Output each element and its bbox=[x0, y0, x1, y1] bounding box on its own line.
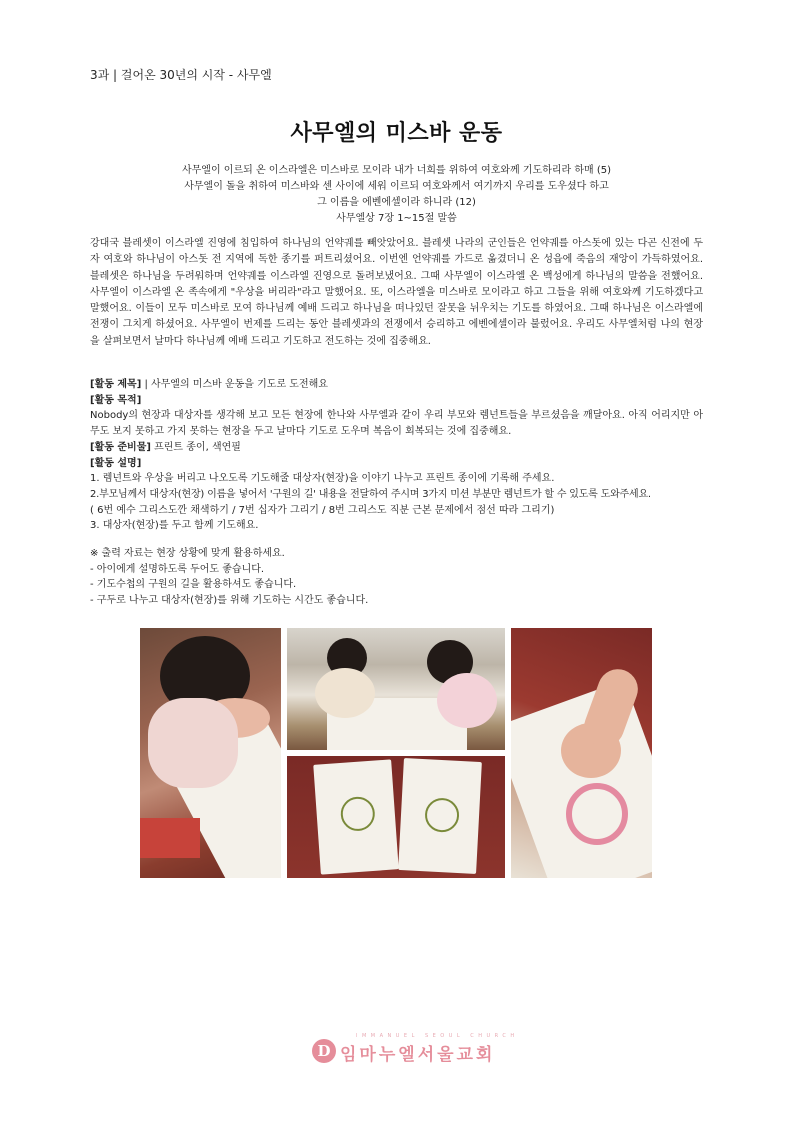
activity-step: 3. 대상자(현장)를 두고 함께 기도해요. bbox=[90, 520, 259, 532]
verse-line: 사무엘이 이르되 온 이스라엘은 미스바로 모이라 내가 너희를 위하여 여호와께 기도하리라 하매 (5) bbox=[181, 165, 612, 176]
worksheet-circle-image bbox=[424, 797, 460, 833]
note-line: - 구두로 나누고 대상자(현장)를 위해 기도하는 시간도 좋습니다. bbox=[90, 595, 369, 607]
activity-step: ( 6번 예수 그리스도깐 채색하기 / 7번 십자가 그리기 / 8번 그리스도 직분 근본 문제에서 점선 따라 그리기) bbox=[90, 504, 555, 516]
activity-step: 2.부모님께서 대상자(현장) 이름을 넣어서 '구원의 길' 내용을 전달하여 주시며 3가지 미션 부분만 렘넌트가 할 수 있도록 도와주세요. bbox=[90, 488, 651, 500]
worksheet-circle-image bbox=[340, 796, 376, 832]
activity-section bbox=[90, 377, 703, 534]
verse-line: 사무엘이 돌을 취하여 미스바와 센 사이에 세워 이르되 여호와께서 여기까지 우리를 도우셨다 하고 bbox=[184, 181, 609, 192]
note-line: - 아이에게 설명하도록 두어도 좋습니다. bbox=[90, 563, 265, 575]
activity-photo-worksheets bbox=[287, 756, 505, 878]
activity-instructions-label: [활동 설명] bbox=[90, 457, 142, 469]
activity-step: 1. 렘넌트와 우상을 버리고 나오도록 기도해줄 대상자(현장)을 이야기 나누고 프린트 종이에 기록해 주세요. bbox=[90, 473, 555, 485]
worksheet-circle-image bbox=[566, 783, 628, 845]
activity-photo-children-table bbox=[287, 628, 505, 750]
worksheet-image bbox=[398, 758, 482, 874]
page-header: 3과 | 걸어온 30년의 시작 - 사무엘 bbox=[90, 68, 272, 82]
church-logo bbox=[312, 1031, 519, 1071]
activity-title-label: [활동 제목] bbox=[90, 379, 142, 390]
child-shirt-image bbox=[148, 698, 238, 788]
activity-materials-row bbox=[90, 440, 703, 456]
story-paragraph: 강대국 블레셋이 이스라엘 진영에 침입하여 하나님의 언약궤를 빼앗았어요. 블레셋 나라의 군인들은 언약궤를 아스돗에 있는 다곤 신전에 두자 여호와 하나님이 아스돗 전 지역에 독한 종기를 퍼트리셨어요. 이번엔 언약궤를 가드로 옮겼더니 온 성읍에 죽음의 재앙이 가득하였어요. 블레셋은 하나님을 두려워하며 언약궤를 이스라엘 진영으로 돌려보냈어요. 그때 사무엘이 이스라엘 온 백성에게 하나님의 말씀을 전했어요. 사무엘이 이스라엘 온 족속에게 "우상을 버리라"라고 말했어요. 또, 이스라엘을 미스바로 모이라고 하고 그들을 위해 여호와께 기도하겠다고 말했어요. 이들이 모두 미스바로 모여 하나님께 예배 드리고 하나님을 떠나있던 잘못을 뉘우치는 기도를 하였어요. 그때 하나님은 이스라엘에 전쟁이 그치게 하셨어요. 사무엘이 번제를 드리는 동안 블레셋과의 전쟁에서 승리하고 에벤에셀이라 불렀어요. 우리도 사무엘처럼 나의 현장을 살펴보면서 날마다 하나님께 예배 드리고 기도하고 전도하는 것에 집중해요. bbox=[90, 238, 703, 347]
activity-materials-value: 프린트 종이, 색연필 bbox=[150, 441, 241, 453]
note-line: ※ 출력 자료는 현장 상황에 맞게 활용하세요. bbox=[90, 548, 285, 559]
church-logo-subtext: IMMANUEL SEOUL CHURCH bbox=[356, 1033, 519, 1039]
activity-title-value: | 사무엘의 미스바 운동을 기도로 도전해요 bbox=[141, 379, 328, 390]
activity-purpose-value: Nobody의 현장과 대상자를 생각해 보고 모든 현장에 한나와 사무엘과 같이 우리 부모와 렘넌트들을 부르셨음을 깨달아요. 아직 어리지만 아무도 보지 못하고 가지 못하는 현장을 두고 날마다 기도로 도우며 복음이 회복되는 것에 집중해요. bbox=[90, 410, 703, 438]
child-shirt-image bbox=[437, 673, 497, 728]
activity-materials-label: [활동 준비물] bbox=[90, 441, 151, 453]
child-shirt-image bbox=[315, 668, 375, 718]
note-line: - 기도수첩의 구원의 길을 활용하셔도 좋습니다. bbox=[90, 579, 297, 591]
worksheet-image bbox=[313, 759, 398, 874]
activity-photo-hand-drawing bbox=[511, 628, 652, 878]
church-logo-text: 임마누엘서울교회 bbox=[340, 1045, 496, 1065]
verse-line: 그 이름을 에벤에셀이라 하니라 (12) bbox=[317, 197, 476, 208]
pencil-case-image bbox=[140, 818, 200, 858]
activity-purpose-label: [활동 목적] bbox=[90, 394, 142, 406]
scripture-verse bbox=[90, 163, 703, 227]
notes-section bbox=[90, 546, 703, 609]
activity-photo-child-coloring bbox=[140, 628, 281, 878]
verse-reference: 사무엘상 7장 1~15절 말씀 bbox=[336, 213, 457, 224]
page-title: 사무엘의 미스바 운동 bbox=[290, 121, 503, 146]
activity-title-row bbox=[90, 377, 703, 393]
church-logo-mark: D bbox=[312, 1039, 336, 1063]
